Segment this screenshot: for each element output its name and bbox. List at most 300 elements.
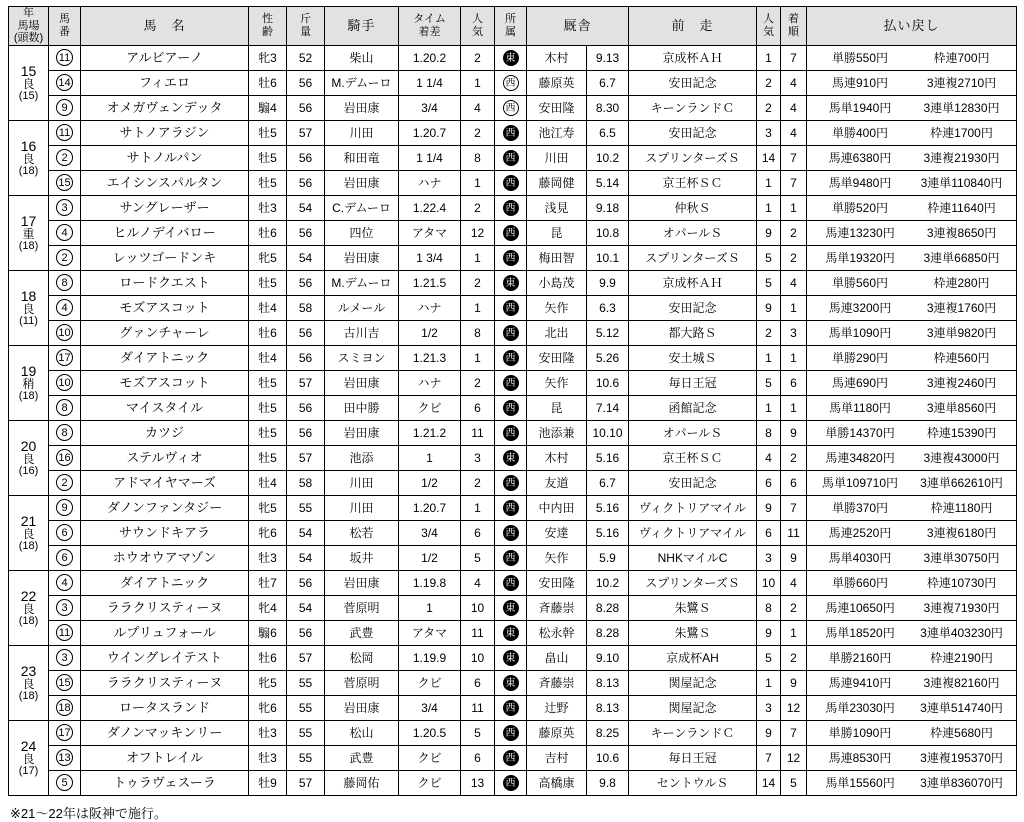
- sex-age-cell: 牡6: [249, 220, 287, 245]
- payout-cell: [807, 720, 1017, 745]
- time-margin-cell: 1: [399, 595, 461, 620]
- horse-number-cell: [49, 245, 81, 270]
- col-header-affiliation: [495, 7, 527, 46]
- affiliation-badge: 西: [503, 700, 519, 716]
- popularity-cell: 12: [461, 220, 495, 245]
- popularity-cell: 11: [461, 420, 495, 445]
- prev-popularity-cell: 6: [757, 520, 781, 545]
- affiliation-badge: 東: [503, 450, 519, 466]
- affiliation-badge: 西: [503, 125, 519, 141]
- payout-primary: 単勝1090円: [828, 725, 892, 740]
- odds-cell: 10.2: [587, 570, 629, 595]
- odds-cell: 10.6: [587, 745, 629, 770]
- odds-cell: 8.30: [587, 95, 629, 120]
- horse-number-badge: 3: [56, 199, 73, 216]
- horse-name-cell: エイシンスパルタン: [81, 170, 249, 195]
- table-row: [9, 720, 1017, 745]
- odds-cell: 6.3: [587, 295, 629, 320]
- weight-cell: 55: [287, 670, 325, 695]
- horse-number-badge: 6: [56, 524, 73, 541]
- affiliation-cell: [495, 745, 527, 770]
- going-value: 重: [22, 227, 35, 242]
- previous-race-cell: 京成杯ＡＨ: [629, 270, 757, 295]
- sex-age-cell: 牡5: [249, 270, 287, 295]
- previous-race-cell: NHKマイルC: [629, 545, 757, 570]
- field-size-value: (11): [19, 314, 38, 327]
- affiliation-cell: [495, 570, 527, 595]
- time-margin-cell: ハナ: [399, 295, 461, 320]
- horse-name-cell: モズアスコット: [81, 295, 249, 320]
- stable-cell: 藤岡健: [527, 170, 587, 195]
- payout-primary: 馬単1090円: [828, 325, 892, 340]
- sex-age-cell: 牝5: [249, 495, 287, 520]
- sex-age-cell: 牝5: [249, 245, 287, 270]
- payout-cell: [807, 695, 1017, 720]
- affiliation-cell: [495, 370, 527, 395]
- field-size-value: (18): [18, 389, 39, 402]
- odds-cell: 9.10: [587, 645, 629, 670]
- horse-number-badge: 15: [56, 174, 73, 191]
- prev-rank-cell: 1: [781, 195, 807, 220]
- time-margin-cell: 1/2: [399, 545, 461, 570]
- prev-popularity-cell: 5: [757, 645, 781, 670]
- stable-cell: 高橋康: [527, 770, 587, 795]
- prev-rank-cell: 1: [781, 620, 807, 645]
- horse-number-badge: 2: [56, 149, 73, 166]
- prev-rank-cell: 3: [781, 320, 807, 345]
- col-header-prev-popularity: [757, 7, 781, 46]
- affiliation-cell: [495, 70, 527, 95]
- horse-number-badge: 10: [56, 324, 73, 341]
- payout-primary: 単勝660円: [832, 575, 889, 590]
- previous-race-cell: スプリンターズＳ: [629, 245, 757, 270]
- year-value: 22: [20, 587, 37, 604]
- payout-primary: 馬連13230円: [825, 225, 895, 240]
- col-header-weight-l2: 量: [300, 25, 311, 38]
- affiliation-badge: 西: [503, 725, 519, 741]
- sex-age-cell: 牡5: [249, 395, 287, 420]
- going-value: 良: [22, 527, 35, 542]
- time-margin-cell: 1.20.7: [399, 495, 461, 520]
- horse-number-badge: 11: [56, 49, 73, 66]
- col-header-prevrank-l1: 着: [788, 13, 800, 26]
- horse-name-cell: ホウオウアマゾン: [81, 545, 249, 570]
- col-header-prevrank-l2: 順: [788, 25, 800, 38]
- horse-number-cell: [49, 45, 81, 70]
- horse-name-cell: ステルヴィオ: [81, 445, 249, 470]
- jockey-cell: 菅原明: [325, 595, 399, 620]
- odds-cell: 10.10: [587, 420, 629, 445]
- popularity-cell: 4: [461, 570, 495, 595]
- horse-number-cell: [49, 495, 81, 520]
- popularity-cell: 6: [461, 670, 495, 695]
- payout-primary: 単勝520円: [832, 200, 889, 215]
- popularity-cell: 2: [461, 270, 495, 295]
- stable-cell: 吉村: [527, 745, 587, 770]
- table-row: [9, 445, 1017, 470]
- weight-cell: 57: [287, 120, 325, 145]
- odds-cell: 8.13: [587, 670, 629, 695]
- jockey-cell: 和田竜: [325, 145, 399, 170]
- sex-age-cell: 騸4: [249, 95, 287, 120]
- prev-popularity-cell: 2: [757, 70, 781, 95]
- popularity-cell: 6: [461, 745, 495, 770]
- prev-rank-cell: 5: [781, 770, 807, 795]
- affiliation-badge: 西: [503, 575, 519, 591]
- sex-age-cell: 牡5: [249, 120, 287, 145]
- prev-popularity-cell: 2: [757, 95, 781, 120]
- horse-number-badge: 4: [56, 224, 73, 241]
- weight-cell: 56: [287, 320, 325, 345]
- payout-cell: [807, 770, 1017, 795]
- prev-rank-cell: 7: [781, 495, 807, 520]
- time-margin-cell: 1: [399, 445, 461, 470]
- weight-cell: 54: [287, 195, 325, 220]
- prev-popularity-cell: 8: [757, 595, 781, 620]
- affiliation-badge: 西: [503, 200, 519, 216]
- horse-number-cell: [49, 470, 81, 495]
- payout-secondary: 3連複2460円: [926, 375, 997, 390]
- horse-number-badge: 11: [56, 124, 73, 141]
- popularity-cell: 2: [461, 470, 495, 495]
- stable-cell: 松永幹: [527, 620, 587, 645]
- horse-number-cell: [49, 220, 81, 245]
- affiliation-cell: [495, 770, 527, 795]
- payout-primary: 馬連9410円: [828, 675, 892, 690]
- payout-cell: [807, 95, 1017, 120]
- affiliation-badge: 東: [503, 50, 519, 66]
- col-header-time-l2: 着差: [418, 25, 441, 38]
- payout-cell: [807, 645, 1017, 670]
- horse-name-cell: トゥラヴェスーラ: [81, 770, 249, 795]
- payout-cell: [807, 345, 1017, 370]
- stable-cell: 矢作: [527, 295, 587, 320]
- horse-number-cell: [49, 720, 81, 745]
- horse-number-cell: [49, 520, 81, 545]
- table-row: [9, 770, 1017, 795]
- affiliation-badge: 西: [503, 425, 519, 441]
- payout-secondary: 3連複21930円: [923, 150, 1000, 165]
- prev-rank-cell: 1: [781, 345, 807, 370]
- prev-popularity-cell: 4: [757, 445, 781, 470]
- table-row: [9, 670, 1017, 695]
- jockey-cell: スミヨン: [325, 345, 399, 370]
- col-header-time: [399, 7, 461, 46]
- going-value: 良: [22, 752, 35, 767]
- race-results-table: [8, 6, 1017, 796]
- prev-popularity-cell: 1: [757, 670, 781, 695]
- field-size-value: (18): [18, 539, 39, 552]
- affiliation-cell: [495, 220, 527, 245]
- horse-name-cell: ララクリスティーヌ: [81, 670, 249, 695]
- affiliation-cell: [495, 445, 527, 470]
- popularity-cell: 1: [461, 70, 495, 95]
- jockey-cell: 古川吉: [325, 320, 399, 345]
- time-margin-cell: クビ: [399, 745, 461, 770]
- horse-number-badge: 9: [56, 499, 73, 516]
- jockey-cell: 岩田康: [325, 695, 399, 720]
- horse-number-badge: 15: [56, 674, 73, 691]
- col-header-stable: 厩舎: [527, 7, 629, 46]
- payout-cell: [807, 220, 1017, 245]
- horse-name-cell: サウンドキアラ: [81, 520, 249, 545]
- previous-race-cell: 安田記念: [629, 120, 757, 145]
- table-row: [9, 520, 1017, 545]
- col-header-year-l1: 年: [23, 7, 34, 19]
- time-margin-cell: 1 1/4: [399, 70, 461, 95]
- affiliation-cell: [495, 545, 527, 570]
- weight-cell: 56: [287, 620, 325, 645]
- sex-age-cell: 牡6: [249, 320, 287, 345]
- weight-cell: 54: [287, 595, 325, 620]
- year-value: 23: [20, 662, 37, 679]
- jockey-cell: 池添: [325, 445, 399, 470]
- prev-popularity-cell: 3: [757, 695, 781, 720]
- popularity-cell: 4: [461, 95, 495, 120]
- horse-name-cell: ルプリュフォール: [81, 620, 249, 645]
- table-row: [9, 545, 1017, 570]
- payout-cell: [807, 370, 1017, 395]
- time-margin-cell: 1.20.7: [399, 120, 461, 145]
- year-value: 24: [20, 737, 37, 754]
- prev-rank-cell: 9: [781, 420, 807, 445]
- affiliation-cell: [495, 470, 527, 495]
- sex-age-cell: 牡5: [249, 420, 287, 445]
- table-row: [9, 495, 1017, 520]
- horse-number-cell: [49, 70, 81, 95]
- odds-cell: 6.7: [587, 70, 629, 95]
- col-header-previous-race: 前 走: [629, 7, 757, 46]
- col-header-pop-l1: 人: [472, 13, 483, 26]
- col-header-horse-number-l2: 番: [59, 25, 70, 38]
- payout-primary: 馬単15560円: [825, 775, 895, 790]
- stable-cell: 梅田智: [527, 245, 587, 270]
- col-header-year-l3: (頭数): [13, 32, 44, 45]
- prev-rank-cell: 2: [781, 245, 807, 270]
- payout-secondary: 3連複1760円: [926, 300, 997, 315]
- prev-rank-cell: 6: [781, 470, 807, 495]
- field-size-value: (15): [18, 89, 39, 102]
- horse-name-cell: アルビアーノ: [81, 45, 249, 70]
- horse-number-cell: [49, 370, 81, 395]
- affiliation-badge: 西: [503, 75, 519, 91]
- stable-cell: 昆: [527, 395, 587, 420]
- weight-cell: 58: [287, 470, 325, 495]
- payout-secondary: 枠連700円: [933, 50, 990, 65]
- stable-cell: 安達: [527, 520, 587, 545]
- previous-race-cell: キーンランドＣ: [629, 95, 757, 120]
- prev-popularity-cell: 1: [757, 45, 781, 70]
- time-margin-cell: 1 1/4: [399, 145, 461, 170]
- table-row: [9, 70, 1017, 95]
- affiliation-cell: [495, 245, 527, 270]
- previous-race-cell: 朱鷺Ｓ: [629, 595, 757, 620]
- prev-rank-cell: 12: [781, 695, 807, 720]
- payout-primary: 単勝290円: [832, 350, 889, 365]
- table-row: [9, 570, 1017, 595]
- payout-cell: [807, 145, 1017, 170]
- previous-race-cell: 関屋記念: [629, 695, 757, 720]
- jockey-cell: 坂井: [325, 545, 399, 570]
- time-margin-cell: 1.19.8: [399, 570, 461, 595]
- horse-name-cell: フィエロ: [81, 70, 249, 95]
- popularity-cell: 1: [461, 170, 495, 195]
- prev-rank-cell: 1: [781, 395, 807, 420]
- payout-primary: 馬単1940円: [828, 100, 892, 115]
- field-size-value: (18): [18, 689, 39, 702]
- payout-secondary: 3連複2710円: [926, 75, 997, 90]
- weight-cell: 57: [287, 445, 325, 470]
- affiliation-cell: [495, 395, 527, 420]
- stable-cell: 藤原英: [527, 70, 587, 95]
- horse-name-cell: ロータスランド: [81, 695, 249, 720]
- payout-secondary: 枠連1700円: [930, 125, 993, 140]
- payout-secondary: 3連単662610円: [920, 475, 1003, 490]
- prev-popularity-cell: 6: [757, 470, 781, 495]
- affiliation-cell: [495, 670, 527, 695]
- weight-cell: 56: [287, 420, 325, 445]
- payout-secondary: 3連単110840円: [920, 175, 1003, 190]
- payout-secondary: 枠連560円: [933, 350, 990, 365]
- jockey-cell: 柴山: [325, 45, 399, 70]
- payout-secondary: 3連単836070円: [920, 775, 1003, 790]
- weight-cell: 56: [287, 270, 325, 295]
- horse-number-cell: [49, 170, 81, 195]
- year-cell: [9, 495, 49, 570]
- prev-popularity-cell: 5: [757, 245, 781, 270]
- affiliation-badge: 東: [503, 650, 519, 666]
- horse-number-badge: 13: [56, 749, 73, 766]
- payout-cell: [807, 745, 1017, 770]
- jockey-cell: M.デムーロ: [325, 70, 399, 95]
- payout-primary: 馬連8530円: [828, 750, 892, 765]
- stable-cell: 木村: [527, 45, 587, 70]
- col-header-horse-name: 馬 名: [81, 7, 249, 46]
- affiliation-cell: [495, 595, 527, 620]
- affiliation-badge: 西: [503, 100, 519, 116]
- horse-number-cell: [49, 570, 81, 595]
- sex-age-cell: 牡5: [249, 170, 287, 195]
- affiliation-cell: [495, 270, 527, 295]
- table-row: [9, 145, 1017, 170]
- affiliation-cell: [495, 645, 527, 670]
- prev-popularity-cell: 14: [757, 770, 781, 795]
- affiliation-cell: [495, 295, 527, 320]
- field-size-value: (18): [18, 239, 39, 252]
- jockey-cell: 松若: [325, 520, 399, 545]
- horse-name-cell: サトノルパン: [81, 145, 249, 170]
- affiliation-badge: 東: [503, 600, 519, 616]
- payout-primary: 馬連3200円: [828, 300, 892, 315]
- table-row: [9, 195, 1017, 220]
- payout-primary: 単勝370円: [832, 500, 889, 515]
- payout-cell: [807, 570, 1017, 595]
- odds-cell: 9.18: [587, 195, 629, 220]
- payout-primary: 馬単4030円: [828, 550, 892, 565]
- previous-race-cell: 函館記念: [629, 395, 757, 420]
- jockey-cell: 四位: [325, 220, 399, 245]
- payout-secondary: 3連単8560円: [926, 400, 997, 415]
- time-margin-cell: 1.19.9: [399, 645, 461, 670]
- affiliation-badge: 西: [503, 475, 519, 491]
- horse-name-cell: ダイアトニック: [81, 345, 249, 370]
- affiliation-cell: [495, 695, 527, 720]
- previous-race-cell: セントウルＳ: [629, 770, 757, 795]
- col-header-sex-age: [249, 7, 287, 46]
- jockey-cell: 川田: [325, 470, 399, 495]
- horse-number-cell: [49, 645, 81, 670]
- previous-race-cell: 仲秋Ｓ: [629, 195, 757, 220]
- payout-cell: [807, 170, 1017, 195]
- stable-cell: 中内田: [527, 495, 587, 520]
- affiliation-badge: 東: [503, 675, 519, 691]
- affiliation-badge: 西: [503, 525, 519, 541]
- year-cell: [9, 570, 49, 645]
- table-row: [9, 620, 1017, 645]
- table-row: [9, 220, 1017, 245]
- horse-number-badge: 16: [56, 449, 73, 466]
- time-margin-cell: 1/2: [399, 470, 461, 495]
- horse-number-badge: 6: [56, 549, 73, 566]
- odds-cell: 5.16: [587, 445, 629, 470]
- affiliation-cell: [495, 320, 527, 345]
- prev-popularity-cell: 1: [757, 170, 781, 195]
- sex-age-cell: 牡9: [249, 770, 287, 795]
- payout-cell: [807, 620, 1017, 645]
- prev-popularity-cell: 9: [757, 295, 781, 320]
- time-margin-cell: 1.21.2: [399, 420, 461, 445]
- col-header-weight-l1: 斤: [300, 13, 311, 26]
- weight-cell: 56: [287, 145, 325, 170]
- table-row: [9, 645, 1017, 670]
- previous-race-cell: キーンランドＣ: [629, 720, 757, 745]
- horse-number-badge: 14: [56, 74, 73, 91]
- stable-cell: 浅見: [527, 195, 587, 220]
- sex-age-cell: 牝6: [249, 520, 287, 545]
- affiliation-badge: 西: [503, 775, 519, 791]
- prev-popularity-cell: 9: [757, 220, 781, 245]
- payout-primary: 馬連2520円: [828, 525, 892, 540]
- payout-cell: [807, 670, 1017, 695]
- horse-number-cell: [49, 445, 81, 470]
- affiliation-cell: [495, 120, 527, 145]
- sex-age-cell: 牝5: [249, 670, 287, 695]
- popularity-cell: 10: [461, 595, 495, 620]
- horse-number-cell: [49, 595, 81, 620]
- payout-primary: 馬単19320円: [825, 250, 895, 265]
- popularity-cell: 1: [461, 495, 495, 520]
- odds-cell: 8.13: [587, 695, 629, 720]
- affiliation-badge: 西: [503, 250, 519, 266]
- odds-cell: 5.16: [587, 495, 629, 520]
- odds-cell: 8.28: [587, 595, 629, 620]
- horse-number-badge: 2: [56, 474, 73, 491]
- payout-primary: 馬単18520円: [825, 625, 895, 640]
- time-margin-cell: ハナ: [399, 170, 461, 195]
- prev-rank-cell: 7: [781, 45, 807, 70]
- payout-cell: [807, 45, 1017, 70]
- payout-cell: [807, 420, 1017, 445]
- prev-popularity-cell: 9: [757, 720, 781, 745]
- affiliation-cell: [495, 720, 527, 745]
- prev-rank-cell: 4: [781, 70, 807, 95]
- table-row: [9, 245, 1017, 270]
- affiliation-cell: [495, 145, 527, 170]
- odds-cell: 8.28: [587, 620, 629, 645]
- going-value: 良: [22, 677, 35, 692]
- popularity-cell: 8: [461, 320, 495, 345]
- prev-rank-cell: 12: [781, 745, 807, 770]
